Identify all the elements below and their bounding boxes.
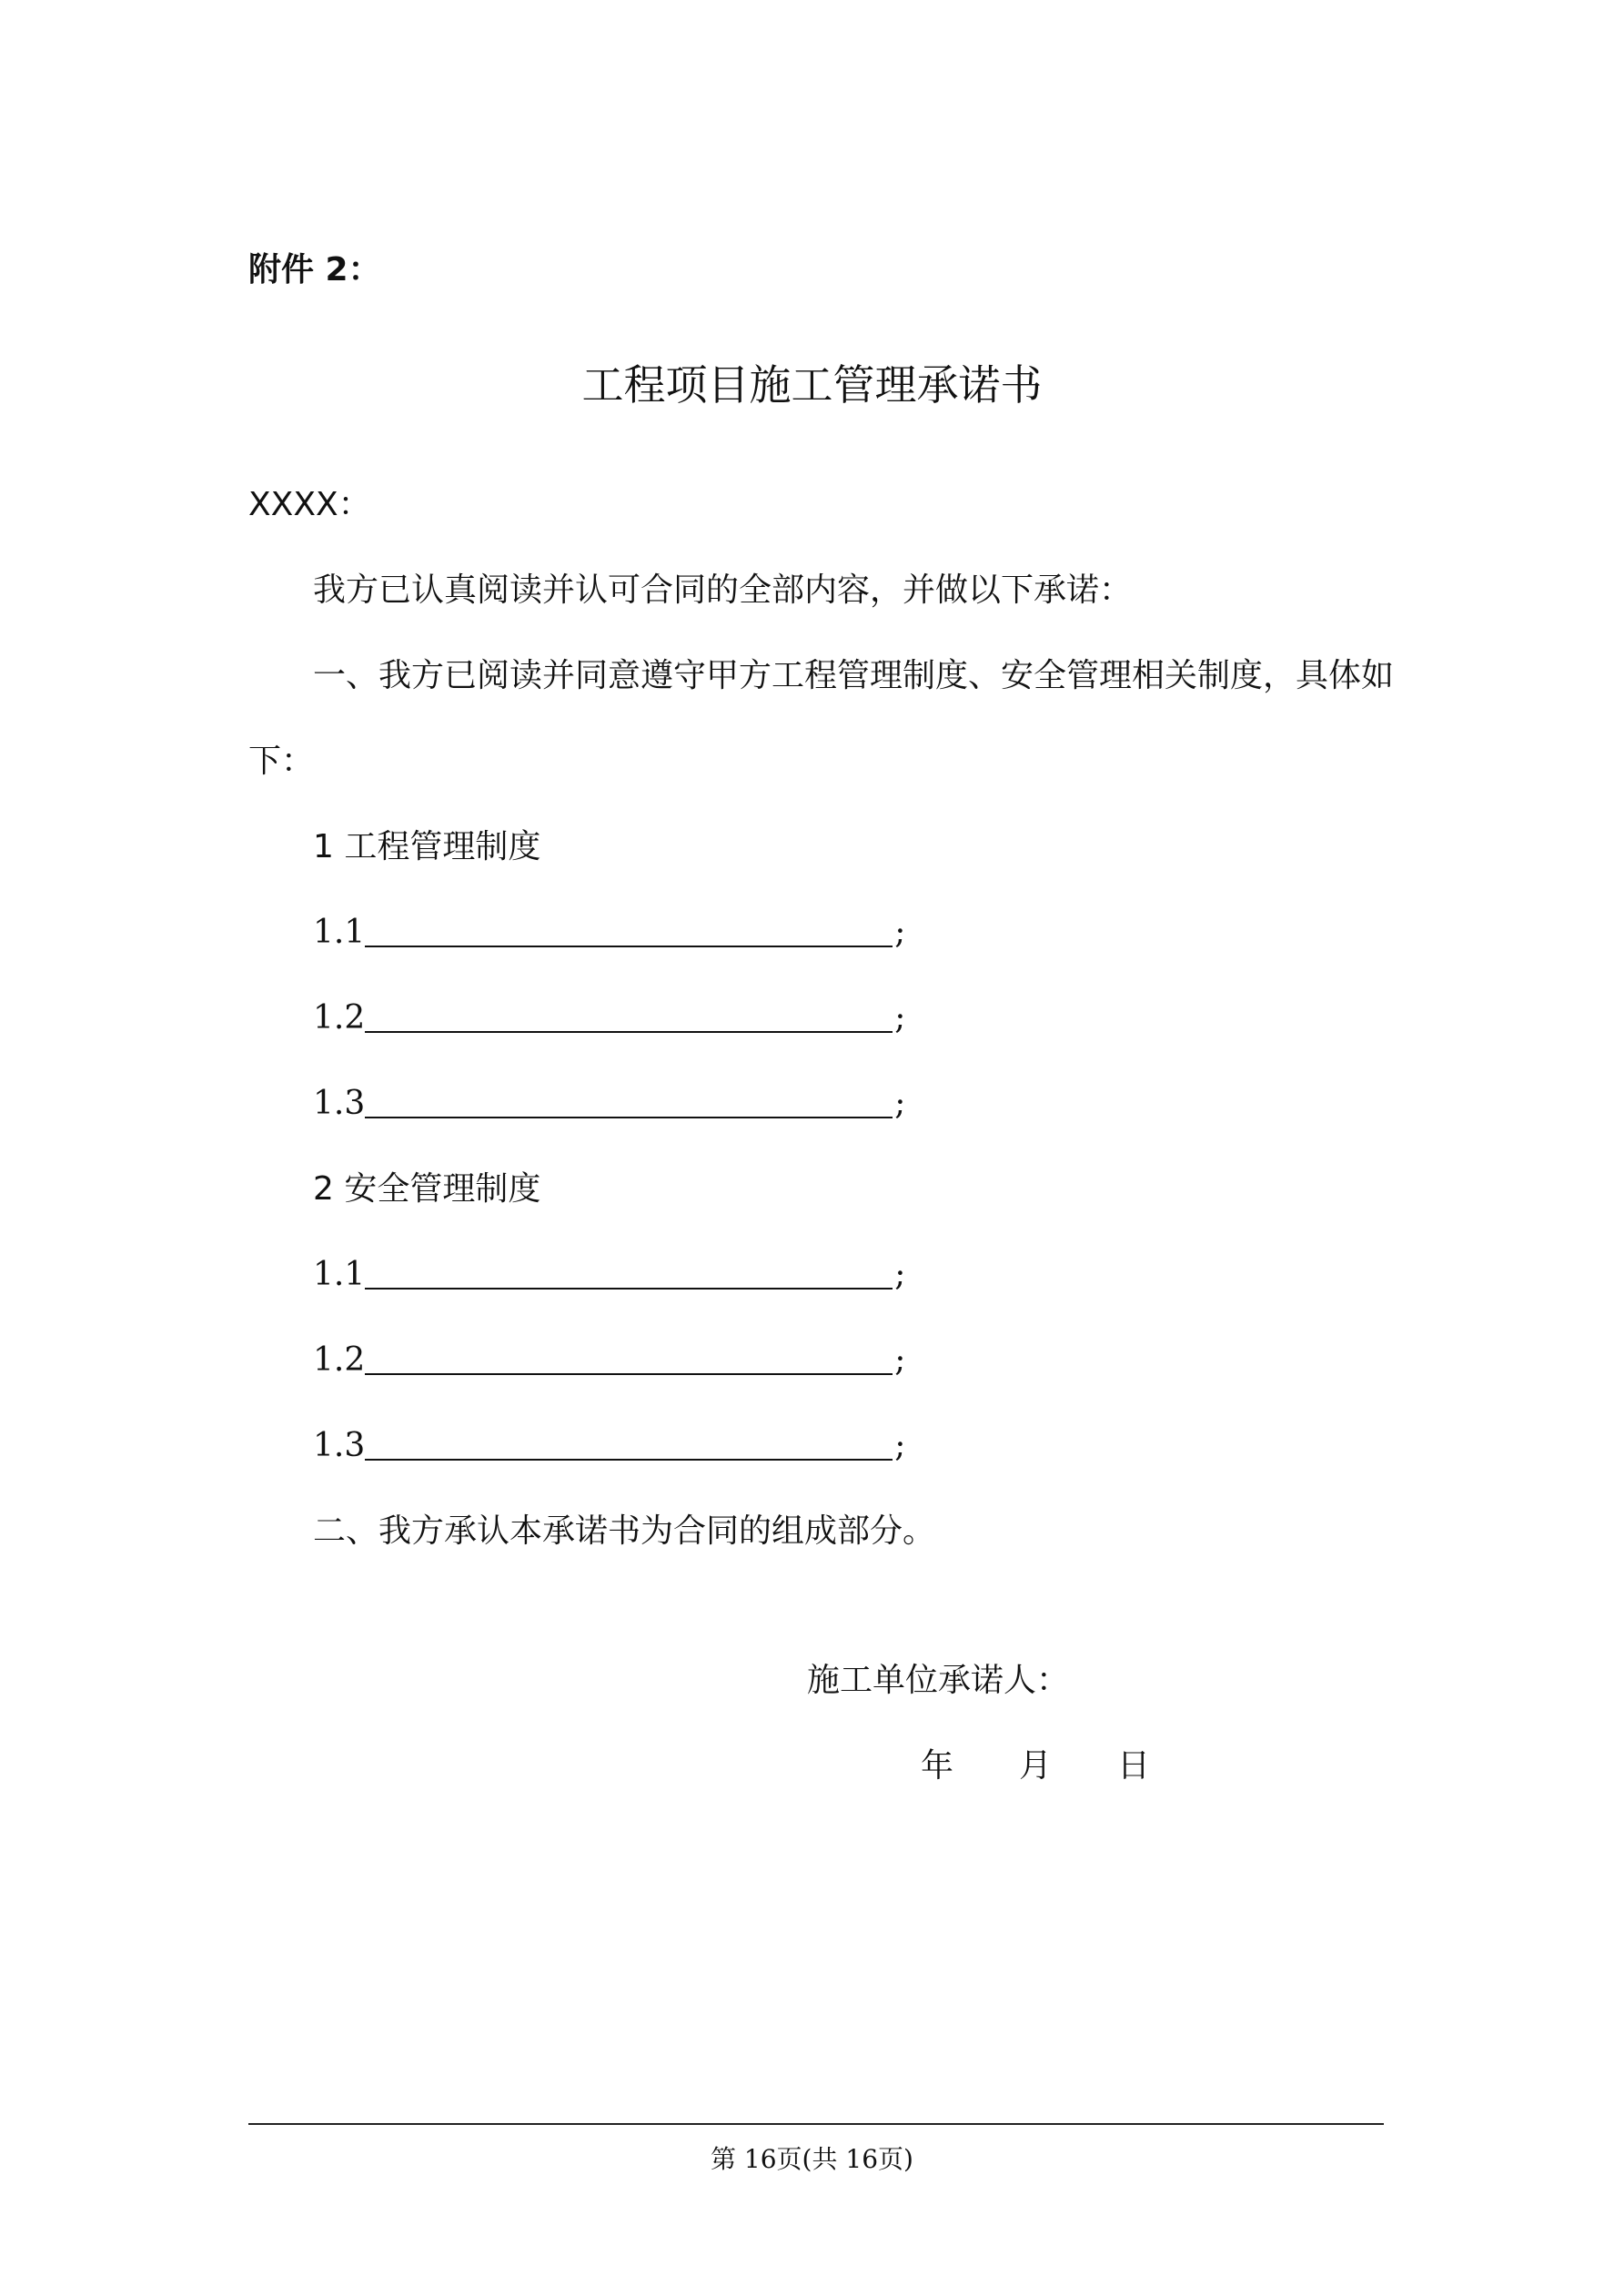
fill-in-blank bbox=[365, 1288, 893, 1290]
fill-in-blank bbox=[365, 1373, 893, 1375]
intro-paragraph: 我方已认真阅读并认可合同的全部内容，并做以下承诺： bbox=[313, 571, 1133, 609]
fill-in-blank bbox=[365, 1031, 893, 1033]
clause-1-line-2: 下： bbox=[248, 743, 315, 780]
item-suffix: ; bbox=[894, 1427, 906, 1464]
section-2-item-3 bbox=[313, 1426, 905, 1466]
item-number: 1.1 bbox=[313, 914, 366, 951]
section-2-item-1 bbox=[313, 1255, 905, 1295]
section-1-item-1 bbox=[313, 913, 905, 953]
fill-in-blank bbox=[365, 1117, 893, 1118]
fill-in-blank bbox=[365, 946, 893, 947]
footer-divider bbox=[248, 2123, 1384, 2125]
item-number: 1.2 bbox=[313, 1341, 366, 1379]
item-number: 1.1 bbox=[313, 1256, 366, 1293]
clause-1-line-1: 一、我方已阅读并同意遵守甲方工程管理制度、安全管理相关制度，具体如 bbox=[313, 657, 1395, 694]
section-1-heading: 1 工程管理制度 bbox=[313, 828, 541, 865]
item-suffix: ; bbox=[894, 1085, 906, 1122]
fill-in-blank bbox=[365, 1459, 893, 1461]
addressee: XXXX： bbox=[248, 486, 371, 523]
section-1-item-3 bbox=[313, 1084, 905, 1124]
item-suffix: ; bbox=[894, 1341, 906, 1379]
attachment-label: 附件 2： bbox=[248, 251, 381, 288]
item-number: 1.3 bbox=[313, 1085, 366, 1122]
item-number: 1.2 bbox=[313, 999, 366, 1037]
section-2-heading: 2 安全管理制度 bbox=[313, 1170, 541, 1208]
section-1-item-2 bbox=[313, 998, 905, 1038]
clause-2: 二、我方承认本承诺书为合同的组成部分。 bbox=[313, 1512, 936, 1550]
page-number: 第 16页(共 16页) bbox=[711, 2144, 913, 2174]
item-number: 1.3 bbox=[313, 1427, 366, 1464]
signature-label: 施工单位承诺人： bbox=[807, 1662, 1070, 1699]
section-2-item-2 bbox=[313, 1340, 905, 1381]
item-suffix: ; bbox=[894, 1256, 906, 1293]
date-line: 年 月 日 bbox=[921, 1747, 1151, 1785]
item-suffix: ; bbox=[894, 914, 906, 951]
item-suffix: ; bbox=[894, 999, 906, 1037]
document-title: 工程项目施工管理承诺书 bbox=[581, 360, 1043, 410]
